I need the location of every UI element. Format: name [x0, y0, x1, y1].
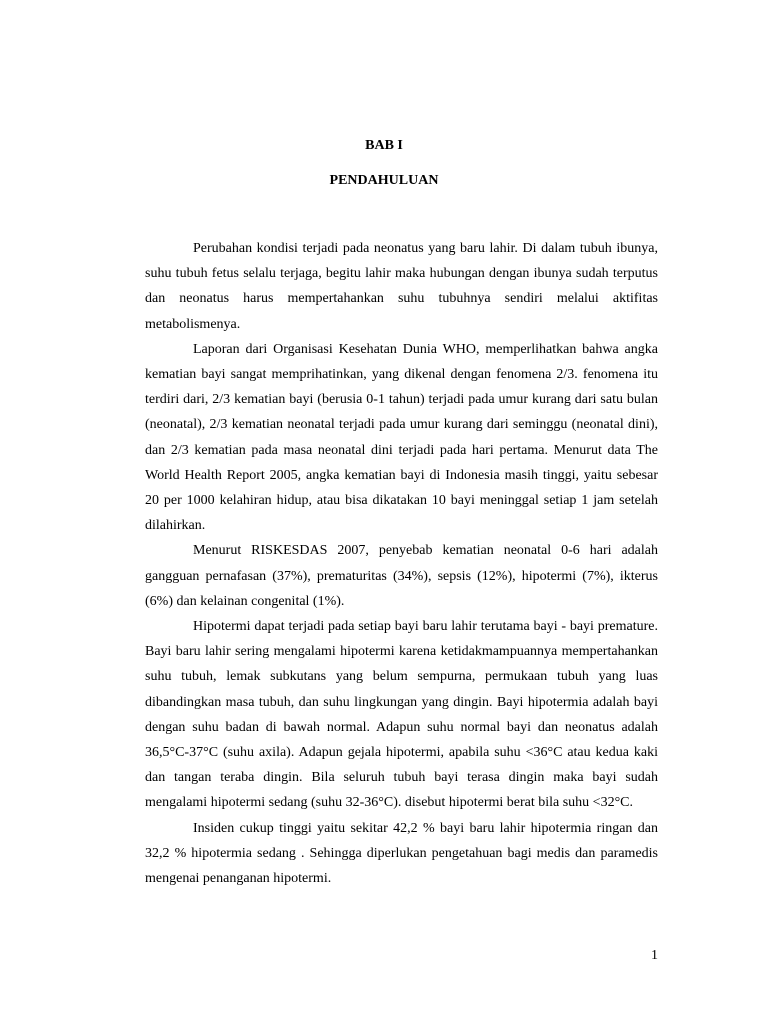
body-text: [145, 236, 658, 891]
paragraph: Insiden cukup tinggi yaitu sekitar 42,2 % bayi baru lahir hipotermia ringan dan 32,2 % hipotermia sedang . Sehingga diperlukan pengetahuan bagi medis dan paramedis mengenai penanganan hipotermi.: [145, 820, 658, 887]
paragraph: Laporan dari Organisasi Kesehatan Dunia WHO, memperlihatkan bahwa angka kematian bayi sangat memprihatinkan, yang dikenal dengan fenomena 2/3. fenomena itu terdiri dari, 2/3 kematian bayi (berusia 0-1 tahun) terjadi pada umur kurang dari satu bulan (neonatal), 2/3 kematian neonatal terjadi pada umur kurang dari seminggu (neonatal dini), dan 2/3 kematian pada masa neonatal dini terjadi pada hari pertama. Menurut data The World Health Report 2005, angka kematian bayi di Indonesia masih tinggi, yaitu sebesar 20 per 1000 kelahiran hidup, atau bisa dikatakan 10 bayi meninggal setiap 1 jam setelah dilahirkan.: [145, 341, 658, 534]
chapter-title: PENDAHULUAN: [329, 173, 439, 188]
paragraph: Hipotermi dapat terjadi pada setiap bayi baru lahir terutama bayi - bayi premature. Bayi baru lahir sering mengalami hipotermi karena ketidakmampuannya mempertahankan suhu tubuh, lemak subkutans yang belum sempurna, permukaan tubuh yang luas dibandingkan masa tubuh, dan suhu lingkungan yang dingin. Bayi hipotermia adalah bayi dengan suhu badan di bawah normal. Adapun suhu normal bayi dan neonatus adalah 36,5°C-37°C (suhu axila). Adapun gejala hipotermi, apabila suhu <36°C atau kedua kaki dan tangan teraba dingin. Bila seluruh tubuh bayi terasa dingin maka bayi sudah mengalami hipotermi sedang (suhu 32-36°C). disebut hipotermi berat bila suhu <32°C.: [145, 619, 658, 811]
paragraph: Menurut RISKESDAS 2007, penyebab kematian neonatal 0-6 hari adalah gangguan pernafasan (37%), prematuritas (34%), sepsis (12%), hipotermi (7%), ikterus (6%) dan kelainan congenital (1%).: [145, 543, 658, 609]
page-number: 1: [651, 948, 658, 963]
paragraph: Perubahan kondisi terjadi pada neonatus yang baru lahir. Di dalam tubuh ibunya, suhu tubuh fetus selalu terjaga, begitu lahir maka hubungan dengan ibunya sudah terputus dan neonatus harus mempertahankan suhu tubuhnya sendiri melalui aktifitas metabolismenya.: [145, 241, 658, 332]
chapter-heading: BAB I: [365, 138, 403, 153]
